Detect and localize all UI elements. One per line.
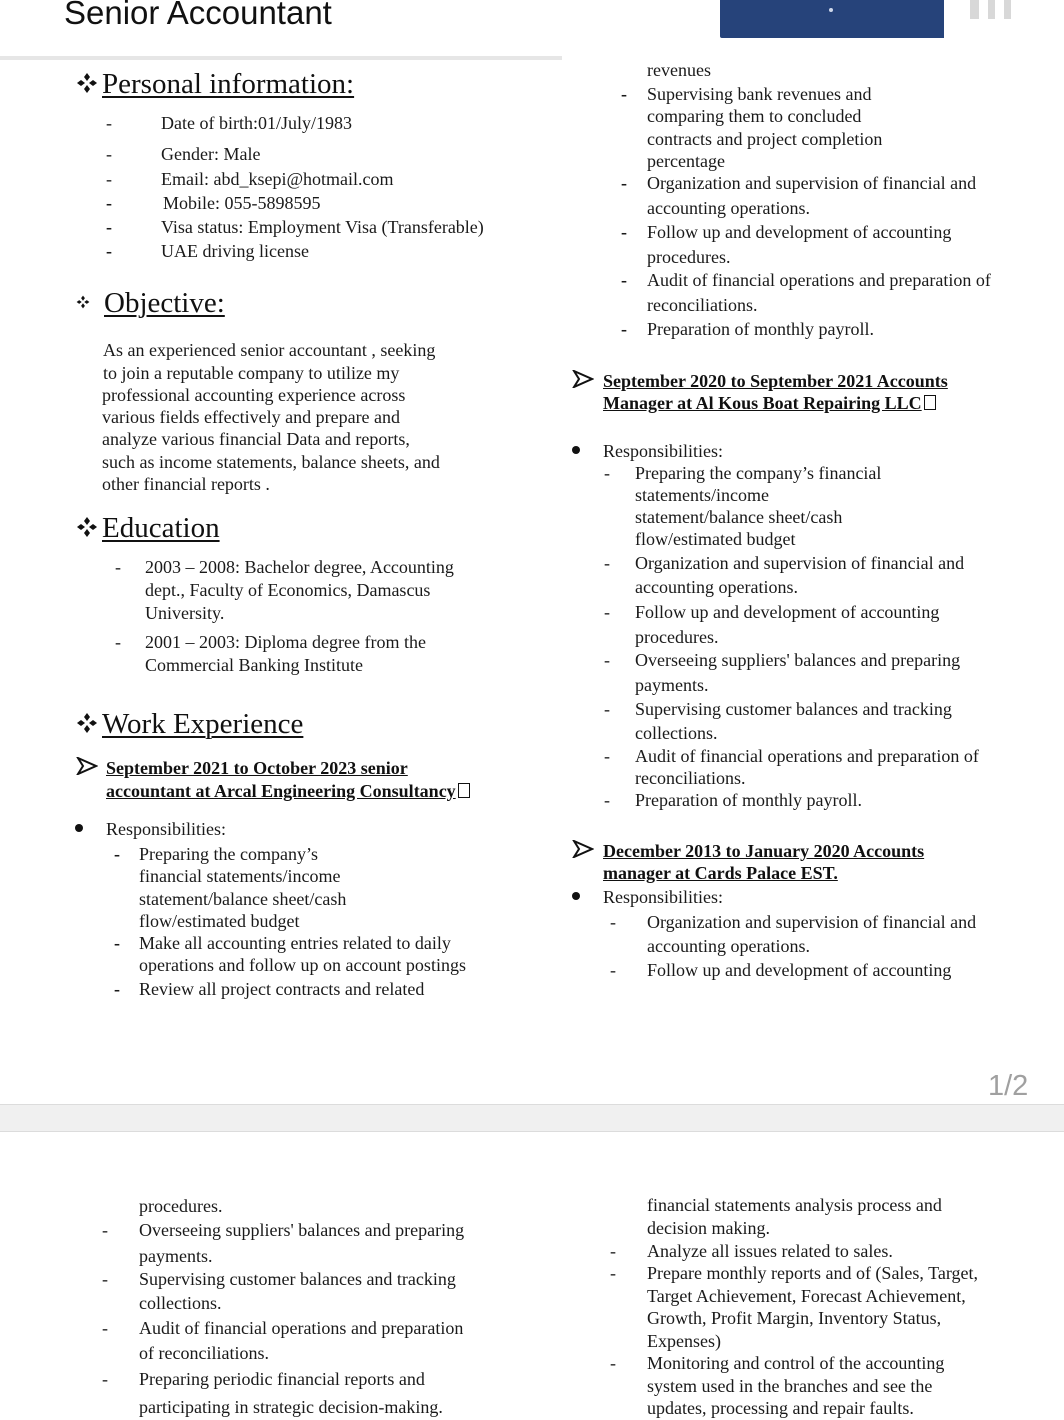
job1-cont-line: comparing them to concluded bbox=[647, 106, 862, 127]
job1-cont-line: procedures. bbox=[647, 246, 731, 267]
job2-list-line: Follow up and development of accounting bbox=[635, 602, 940, 622]
placeholder-glyph bbox=[924, 395, 936, 410]
personal-info-item: Visa status: Employment Visa (Transferable) bbox=[161, 217, 484, 237]
job1-list-line: financial statements/income bbox=[139, 866, 341, 887]
p2-right-line: updates, processing and repair faults. bbox=[647, 1398, 914, 1418]
objective-line: various fields effectively and prepare and bbox=[102, 407, 401, 427]
job1-cont-line: accounting operations. bbox=[647, 197, 810, 218]
job3-title-line1: December 2013 to January 2020 Accounts bbox=[603, 841, 925, 861]
dash-bullet: - bbox=[610, 960, 616, 980]
personal-info-item: Gender: Male bbox=[161, 144, 261, 164]
dash-bullet: - bbox=[106, 169, 112, 189]
dash-bullet: - bbox=[604, 650, 610, 670]
page-separator bbox=[0, 1104, 1064, 1132]
job2-title-line2: Manager at Al Kous Boat Repairing LLC bbox=[603, 392, 936, 415]
personal-info-item: Mobile: 055-5898595 bbox=[163, 193, 321, 213]
job2-list-line: reconciliations. bbox=[635, 768, 746, 788]
job2-list-line: procedures. bbox=[635, 626, 719, 647]
job1-cont-line: Organization and supervision of financial and bbox=[647, 173, 977, 193]
arrow-bullet-icon bbox=[76, 757, 98, 775]
dash-bullet: - bbox=[604, 553, 610, 573]
job2-list-line: Overseeing suppliers' balances and preparing bbox=[635, 650, 961, 670]
p2-right-line: Growth, Profit Margin, Inventory Status, bbox=[647, 1308, 942, 1328]
job1-cont-line: Supervising bank revenues and bbox=[647, 84, 872, 104]
dash-bullet: - bbox=[102, 1369, 108, 1389]
job2-list-line: flow/estimated budget bbox=[635, 529, 796, 549]
diamond-bullet-icon bbox=[76, 295, 90, 309]
dash-bullet: - bbox=[102, 1269, 108, 1289]
job1-title-line2: accountant at Arcal Engineering Consultancy bbox=[106, 780, 470, 803]
p2-right-line: Expenses) bbox=[647, 1330, 721, 1351]
diamond-bullet-icon bbox=[76, 712, 98, 734]
p2-right-line: Analyze all issues related to sales. bbox=[647, 1241, 893, 1261]
dash-bullet: - bbox=[621, 270, 627, 290]
bullet-dot bbox=[572, 446, 580, 454]
work-experience-heading: Work Experience bbox=[76, 708, 303, 741]
p2-left-line: Audit of financial operations and preparation bbox=[139, 1318, 464, 1338]
job1-cont-line: Preparation of monthly payroll. bbox=[647, 319, 874, 339]
profile-photo bbox=[720, 0, 944, 38]
dash-bullet: - bbox=[621, 84, 627, 104]
job1-list-line: statement/balance sheet/cash bbox=[139, 888, 347, 909]
dash-bullet: - bbox=[621, 173, 627, 193]
education-list-line: 2003 – 2008: Bachelor degree, Accounting bbox=[145, 557, 454, 577]
job1-cont-line: percentage bbox=[647, 151, 725, 172]
dash-bullet: - bbox=[621, 319, 627, 339]
job2-list-line: accounting operations. bbox=[635, 577, 798, 597]
education-list-line: University. bbox=[145, 603, 225, 623]
job2-title-line1: September 2020 to September 2021 Accounts bbox=[603, 371, 948, 391]
dash-bullet: - bbox=[106, 193, 112, 213]
personal-info-item: UAE driving license bbox=[161, 241, 309, 261]
p2-left-line: Supervising customer balances and tracking bbox=[139, 1269, 456, 1289]
dash-bullet: - bbox=[621, 222, 627, 242]
p2-left-line: payments. bbox=[139, 1246, 213, 1266]
bullet-dot bbox=[572, 892, 580, 900]
job3-list-line: Organization and supervision of financial and bbox=[647, 912, 977, 932]
dash-bullet: - bbox=[102, 1318, 108, 1338]
dash-bullet: - bbox=[610, 912, 616, 932]
dash-bullet: - bbox=[106, 144, 112, 164]
objective-line: analyze various financial Data and reports, bbox=[102, 429, 410, 449]
personal-info-item: Email: abd_ksepi@hotmail.com bbox=[161, 169, 394, 189]
p2-right-line: Monitoring and control of the accounting bbox=[647, 1353, 945, 1373]
page-indicator: 1/2 bbox=[988, 1070, 1029, 1102]
p2-right-line: Target Achievement, Forecast Achievement, bbox=[647, 1285, 966, 1306]
diamond-bullet-icon bbox=[76, 516, 98, 538]
dash-bullet: - bbox=[604, 463, 610, 483]
job1-cont-line: reconciliations. bbox=[647, 294, 758, 315]
education-list-line: dept., Faculty of Economics, Damascus bbox=[145, 580, 431, 600]
job3-responsibilities-label: Responsibilities: bbox=[603, 887, 724, 907]
dash-bullet: - bbox=[114, 844, 120, 864]
p2-left-line: of reconciliations. bbox=[139, 1343, 269, 1363]
dash-bullet: - bbox=[106, 113, 112, 133]
document-icon bbox=[968, 0, 1018, 20]
dash-bullet: - bbox=[604, 699, 610, 719]
job1-cont-line: Audit of financial operations and preparation of bbox=[647, 270, 991, 290]
p2-left-line: Preparing periodic financial reports and bbox=[139, 1369, 425, 1389]
job2-list-line: statement/balance sheet/cash bbox=[635, 507, 843, 527]
dash-bullet: - bbox=[610, 1353, 616, 1373]
p2-left-line: participating in strategic decision-making. bbox=[139, 1397, 443, 1417]
bullet-dot bbox=[75, 824, 83, 832]
arrow-bullet-icon bbox=[572, 840, 594, 858]
job2-list-line: Audit of financial operations and preparation of bbox=[635, 746, 979, 766]
photo-detail bbox=[829, 8, 833, 12]
dash-bullet: - bbox=[115, 557, 121, 577]
dash-bullet: - bbox=[114, 933, 120, 953]
job2-list-line: Preparing the company’s financial bbox=[635, 463, 882, 483]
job3-list-line: accounting operations. bbox=[647, 936, 810, 956]
job2-list-line: Preparation of monthly payroll. bbox=[635, 790, 862, 810]
dash-bullet: - bbox=[106, 241, 112, 261]
page-title: Senior Accountant bbox=[64, 0, 332, 31]
job1-cont-line: contracts and project completion bbox=[647, 128, 883, 149]
diamond-bullet-icon bbox=[76, 72, 98, 94]
dash-bullet: - bbox=[604, 790, 610, 810]
dash-bullet: - bbox=[604, 746, 610, 766]
job1-responsibilities-label: Responsibilities: bbox=[106, 819, 227, 839]
objective-line: such as income statements, balance sheets, and bbox=[102, 452, 440, 472]
education-heading: Education bbox=[76, 512, 220, 545]
personal-info-item: Date of birth:01/July/1983 bbox=[161, 113, 352, 133]
job2-list-line: payments. bbox=[635, 674, 709, 695]
dash-bullet: - bbox=[610, 1241, 616, 1261]
job2-list-line: Organization and supervision of financial and bbox=[635, 553, 965, 573]
header-divider bbox=[0, 56, 562, 60]
p2-right-line: financial statements analysis process and bbox=[647, 1195, 942, 1215]
p2-left-line: collections. bbox=[139, 1293, 222, 1313]
job2-list-line: statements/income bbox=[635, 485, 769, 505]
objective-heading: Objective: bbox=[76, 287, 225, 320]
job1-cont-line: Follow up and development of accounting bbox=[647, 222, 952, 242]
objective-line: professional accounting experience across bbox=[102, 385, 406, 405]
personal-info-heading: Personal information: bbox=[76, 68, 354, 101]
objective-line: to join a reputable company to utilize my bbox=[103, 363, 400, 383]
placeholder-glyph bbox=[458, 783, 470, 798]
education-list-line: Commercial Banking Institute bbox=[145, 655, 363, 675]
p2-right-line: system used in the branches and see the bbox=[647, 1375, 933, 1396]
dash-bullet: - bbox=[115, 632, 121, 652]
dash-bullet: - bbox=[610, 1263, 616, 1283]
dash-bullet: - bbox=[102, 1220, 108, 1240]
dash-bullet: - bbox=[604, 602, 610, 622]
job1-list-line: operations and follow up on account postings bbox=[139, 955, 466, 976]
dash-bullet: - bbox=[106, 217, 112, 237]
arrow-bullet-icon bbox=[572, 370, 594, 388]
job1-list-line: Review all project contracts and related bbox=[139, 979, 425, 999]
job1-cont-line: revenues bbox=[647, 60, 711, 80]
dash-bullet: - bbox=[114, 979, 120, 999]
p2-left-line: procedures. bbox=[139, 1196, 223, 1216]
job3-title-line2: manager at Cards Palace EST. bbox=[603, 863, 838, 883]
job2-list-line: Supervising customer balances and tracking bbox=[635, 699, 952, 719]
objective-line: other financial reports . bbox=[102, 474, 270, 494]
p2-right-line: Prepare monthly reports and of (Sales, Target, bbox=[647, 1263, 978, 1283]
job2-list-line: collections. bbox=[635, 723, 718, 743]
job2-responsibilities-label: Responsibilities: bbox=[603, 441, 724, 461]
p2-right-line: decision making. bbox=[647, 1217, 770, 1238]
job3-list-line: Follow up and development of accounting bbox=[647, 960, 952, 980]
job1-title-line1: September 2021 to October 2023 senior bbox=[106, 758, 408, 778]
education-list-line: 2001 – 2003: Diploma degree from the bbox=[145, 632, 426, 652]
job1-list-line: flow/estimated budget bbox=[139, 910, 300, 931]
p2-left-line: Overseeing suppliers' balances and preparing bbox=[139, 1220, 465, 1240]
objective-line: As an experienced senior accountant , seeking bbox=[103, 340, 436, 360]
job1-list-line: Make all accounting entries related to daily bbox=[139, 933, 451, 953]
job1-list-line: Preparing the company’s bbox=[139, 844, 318, 864]
